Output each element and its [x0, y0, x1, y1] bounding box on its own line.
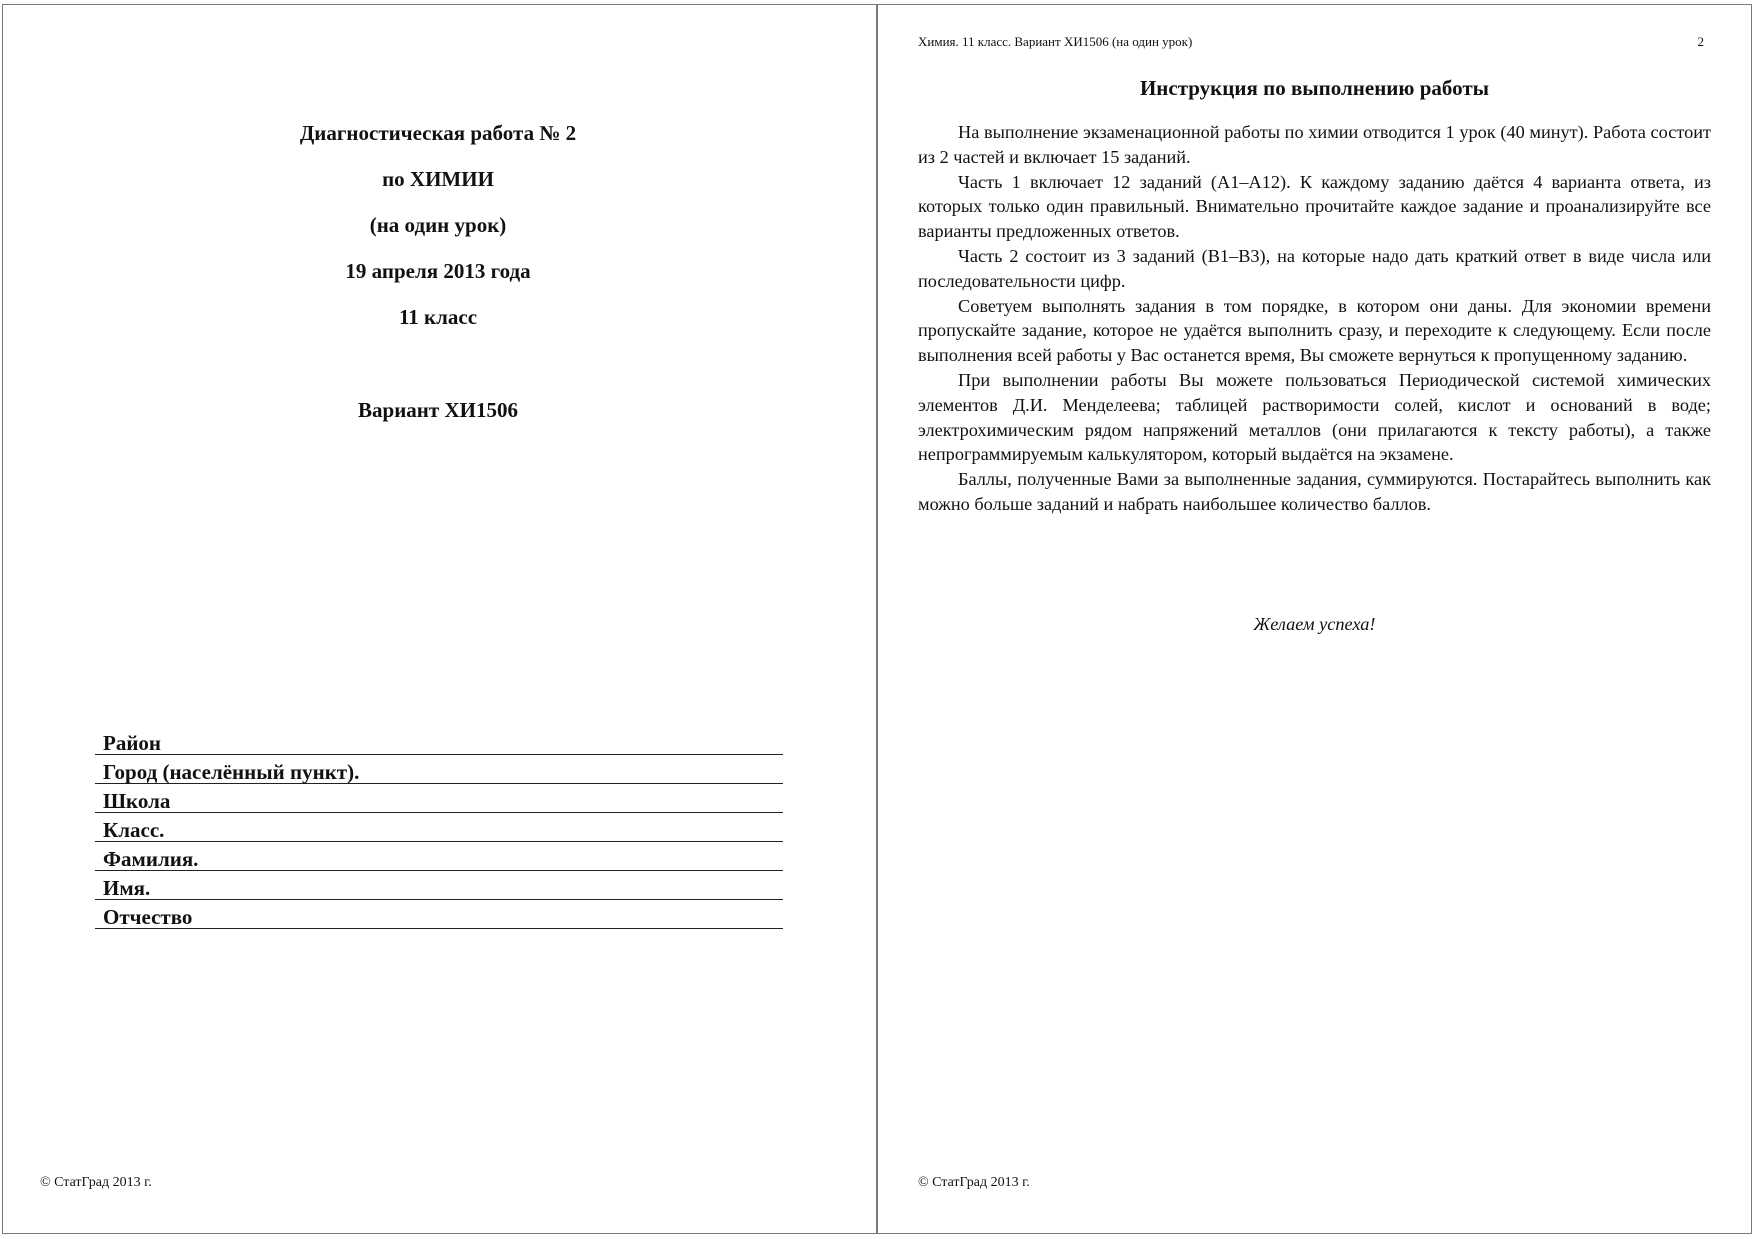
paragraph: Часть 2 состоит из 3 заданий (В1–В3), на которые надо дать краткий ответ в виде числа или последовательности цифр.: [918, 245, 1711, 291]
paragraph: Часть 1 включает 12 заданий (А1–А12). К каждому заданию даётся 4 варианта ответа, из которых только один правильный. Внимательно прочитайте каждое задание и проанализируйте все варианты предложенных ответов.: [918, 171, 1711, 242]
running-head-text: Химия. 11 класс. Вариант ХИ1506 (на один урок): [918, 34, 1193, 49]
form-field-school: Школа: [95, 785, 783, 813]
closing-wish: Желаем успеха!: [1253, 614, 1376, 634]
title-subject: по ХИМИИ: [382, 167, 494, 191]
form-field-city: Город (населённый пункт).: [95, 756, 783, 784]
cover-page: [0, 0, 876, 1239]
title-grade: 11 класс: [398, 305, 478, 329]
paragraph: Баллы, полученные Вами за выполненные задания, суммируются. Постарайтесь выполнить как можно больше заданий и набрать наибольшее количество баллов.: [918, 469, 1711, 514]
copyright-footer: © СтатГрад 2013 г.: [40, 1175, 152, 1190]
copyright-footer: © СтатГрад 2013 г.: [918, 1175, 1030, 1190]
title-work-name: Диагностическая работа № 2: [299, 121, 577, 145]
form-field-patronymic: Отчество: [95, 901, 783, 929]
paragraph: При выполнении работы Вы можете пользоваться Периодической системой химических элементов Д.И. Менделеева; таблицей растворимости солей, кислот и оснований в воде; электрохимическим рядом напряжений металлов (они прилагаются к тексту работы), а также непрограммируемым калькулятором, который выдаётся на экзамене.: [918, 369, 1711, 465]
title-variant: Вариант ХИ1506: [358, 398, 518, 422]
paragraph: На выполнение экзаменационной работы по химии отводится 1 урок (40 минут). Работа состоит из 2 частей и включает 15 заданий.: [918, 122, 1711, 167]
form-field-district: Район: [95, 727, 783, 755]
paragraph: Советуем выполнять задания в том порядке, в котором они даны. Для экономии времени пропускайте задание, которое не удаётся выполнить сразу, и переходите к следующему. Если после выполнения всей работы у Вас останется время, Вы сможете вернуться к пропущенному заданию.: [918, 295, 1711, 366]
form-field-name: Имя.: [95, 872, 783, 900]
title-block: [0, 118, 876, 441]
student-info-form: [95, 727, 783, 930]
title-date: 19 апреля 2013 года: [345, 259, 531, 283]
form-field-surname: Фамилия.: [95, 843, 783, 871]
title-duration: (на один урок): [369, 213, 507, 237]
instructions-page: [878, 0, 1754, 1239]
page-number: 2: [1697, 34, 1704, 49]
running-head: [918, 34, 1704, 50]
instructions-heading: Инструкция по выполнению работы: [1139, 76, 1490, 100]
form-field-class: Класс.: [95, 814, 783, 842]
instructions-body: [918, 120, 1711, 517]
